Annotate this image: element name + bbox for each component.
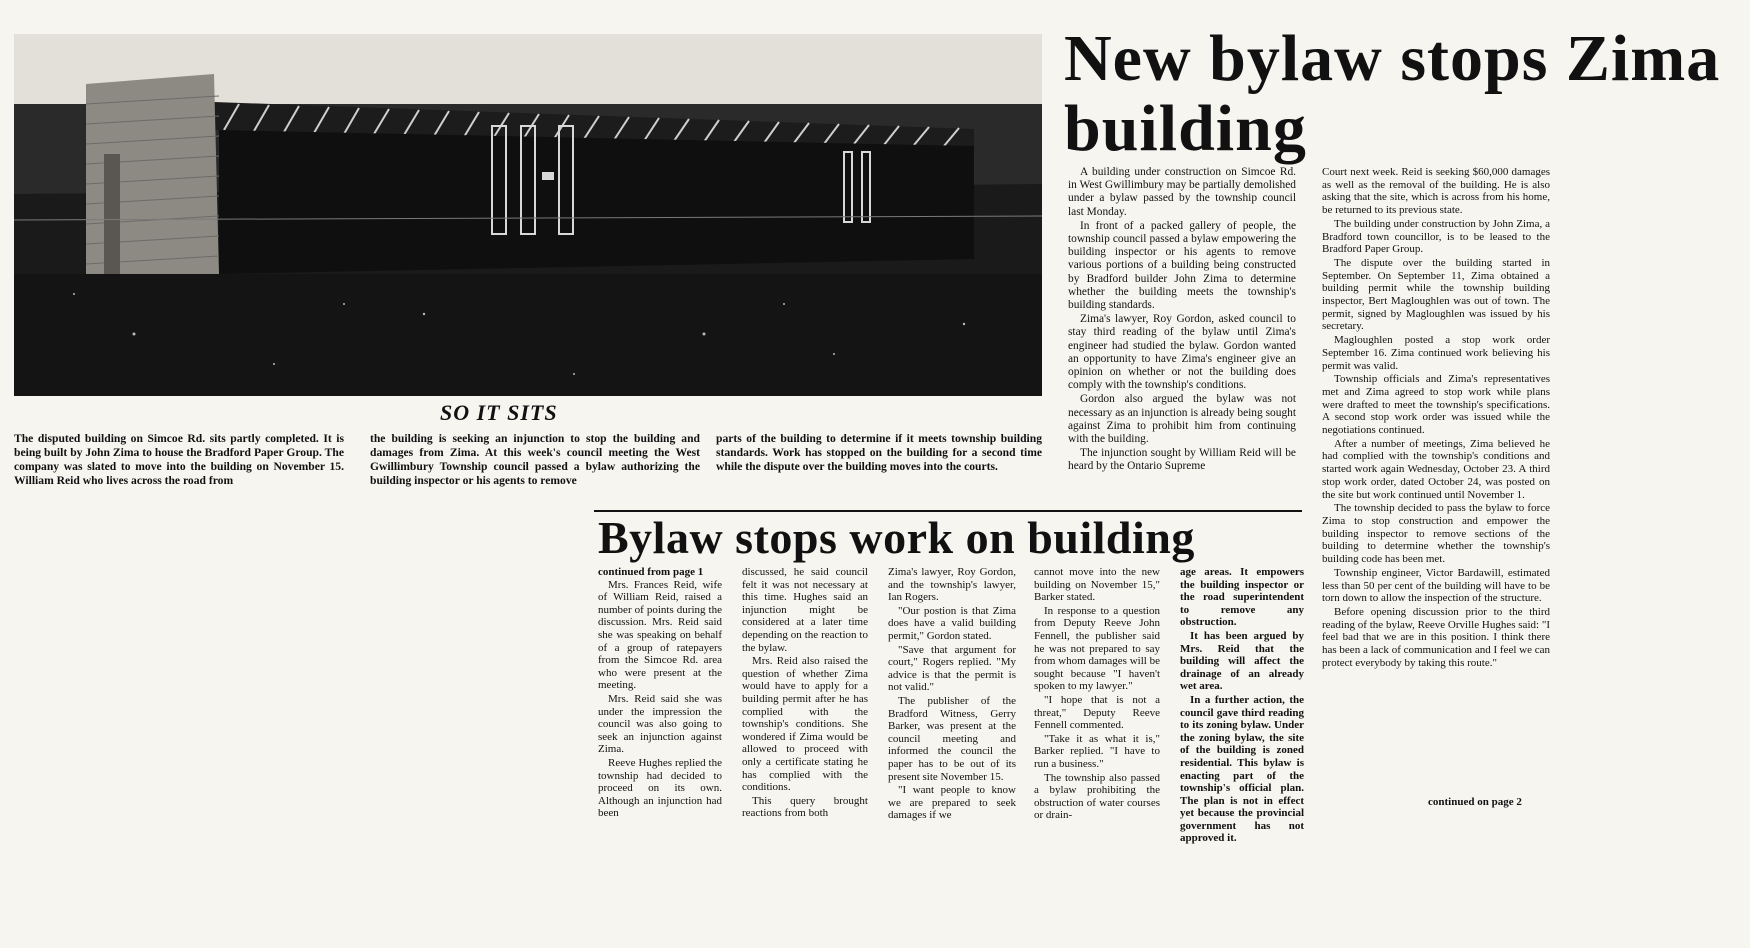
story1-col1-paragraph: Zima's lawyer, Roy Gordon, asked council to stay third reading of the bylaw until Zima's engineer had studied the bylaw. Gordon wanted an opportunity to have Zima's engineer give an opinion on whether or not the building does comply with the township's conditions. bbox=[1068, 313, 1296, 392]
photo-cutline-col-2: the building is seeking an injunction to stop the building and damages from Zima. At this week's council meeting the West Gwillimbury Township council passed a bylaw authorizing the building inspector or his agents to remove bbox=[370, 432, 700, 487]
story2-paragraph: This query brought reactions from both bbox=[742, 794, 868, 820]
story1-col2-paragraph: Township officials and Zima's representatives met and Zima agreed to stop work while plans were drafted to meet the township's specifications. A second stop work order was issued while the negotiations continued. bbox=[1322, 373, 1550, 437]
story2-column-2 bbox=[742, 566, 868, 821]
story2-paragraph: "Save that argument for court," Rogers replied. "My advice is that the permit is not valid." bbox=[888, 643, 1016, 694]
story1-col2-paragraph: Township engineer, Victor Bardawill, estimated less than 50 per cent of the building will have to be torn down to allow the inspection of the structure. bbox=[1322, 566, 1550, 605]
story1-jump-line: continued on page 2 bbox=[1428, 796, 1522, 808]
story1-col2-paragraph: Court next week. Reid is seeking $60,000 damages as well as the removal of the building. He is also asking that the site, which is across from his home, be returned to its previous state. bbox=[1322, 166, 1550, 217]
story1-col2-paragraph: The township decided to pass the bylaw to force Zima to stop construction and empower the building inspector to remove sections of the building to determine whether the township's building code has been met. bbox=[1322, 502, 1550, 566]
story2-paragraph: "Our postion is that Zima does have a valid building permit," Gordon stated. bbox=[888, 604, 1016, 642]
story2-paragraph: cannot move into the new building on November 15," Barker stated. bbox=[1034, 566, 1160, 604]
story2-paragraph: Mrs. Reid also raised the question of whether Zima would have to apply for a building permit after he has complied with the township's conditions. She wondered if Zima would be allowed to proceed with only a certificate stating he has complied with the conditions. bbox=[742, 655, 868, 794]
story2-paragraph: Mrs. Frances Reid, wife of William Reid, raised a number of points during the discussion. Mrs. Reid said she was speaking on behalf of a group of ratepayers from the Simcoe Rd. area who were present at the meeting. bbox=[598, 578, 722, 692]
story2-paragraph: Reeve Hughes replied the township had decided to proceed on its own. Although an injunction had been bbox=[598, 756, 722, 820]
story2-paragraph: In response to a question from Deputy Reeve John Fennell, the publisher said he was not prepared to say from whom damages will be sought because "I haven't spoken to my lawyer." bbox=[1034, 604, 1160, 693]
photo-cutline-col-1: The disputed building on Simcoe Rd. sits partly completed. It is being built by John Zima to house the Bradford Paper Group. The company was slated to move into the building on November 15. William Reid who lives across the road from bbox=[14, 432, 344, 487]
story1-column-2 bbox=[1322, 166, 1550, 670]
building-photo bbox=[14, 34, 1042, 396]
story2-headline: Bylaw stops work on building bbox=[598, 512, 1195, 563]
story2-paragraph: "Take it as what it is," Barker replied. "I have to run a business." bbox=[1034, 732, 1160, 770]
story2-paragraph: age areas. It empowers the building inspector or the road superintendent to remove any obstruction. bbox=[1180, 566, 1304, 629]
story2-paragraph: "I want people to know we are prepared to seek damages if we bbox=[888, 784, 1016, 822]
story2-continued-from: continued from page 1 bbox=[598, 566, 704, 578]
story2-paragraph: It has been argued by Mrs. Reid that the building will affect the drainage of an already wet area. bbox=[1180, 629, 1304, 693]
photo-cutline-col-3: parts of the building to determine if it meets township building standards. Work has stopped on the building for a second time while the dispute over the building moves into the courts. bbox=[716, 432, 1042, 473]
story1-col1-paragraph: A building under construction on Simcoe Rd. in West Gwillimbury may be partially demolished under a bylaw passed by the township council last Monday. bbox=[1068, 166, 1296, 218]
story1-col1-paragraph: In front of a packed gallery of people, the township council passed a bylaw empowering the building inspector or his agents to remove various portions of a building being constructed by Bradford builder John Zima to determine whether the building meets the township's building standards. bbox=[1068, 219, 1296, 312]
story1-col2-paragraph: After a number of meetings, Zima believed he had complied with the township's conditions and started work again Wednesday, October 23. A third stop work order, dated October 24, was posted on the site but work continued until November 1. bbox=[1322, 437, 1550, 501]
story2-paragraph: The township also passed a bylaw prohibiting the obstruction of water courses or drain- bbox=[1034, 771, 1160, 822]
story2-column-4 bbox=[1034, 566, 1160, 823]
story1-col2-paragraph: Before opening discussion prior to the third reading of the bylaw, Reeve Orville Hughes said: "I feel bad that we are in this position. I think there has been a lack of communication and I feel we can protect everybody by taking this route." bbox=[1322, 605, 1550, 669]
story1-col2-paragraph: Magloughlen posted a stop work order September 16. Zima continued work believing his permit was valid. bbox=[1322, 334, 1550, 372]
story2-paragraph: Mrs. Reid said she was under the impression the council was also going to seek an injunction against Zima. bbox=[598, 692, 722, 756]
story2-paragraph: discussed, he said council felt it was not necessary at this time. Hughes said an injunction might be considered at a later time depending on the reaction to the bylaw. bbox=[742, 566, 868, 654]
story2-paragraph: The publisher of the Bradford Witness, Gerry Barker, was present at the council meeting and informed the council the paper has to be out of its present site November 15. bbox=[888, 694, 1016, 783]
story2-column-5 bbox=[1180, 566, 1304, 846]
story1-col1-paragraph: Gordon also argued the bylaw was not necessary as an injunction is already being sought against Zima to prohibit him from continuing with the building. bbox=[1068, 393, 1296, 446]
story1-headline: New bylaw stops Zima building bbox=[1064, 22, 1721, 165]
story1-col2-paragraph: The building under construction by John Zima, a Bradford town councillor, is to be leased to the Bradford Paper Group. bbox=[1322, 217, 1550, 256]
story1-col1-paragraph: The injunction sought by William Reid will be heard by the Ontario Supreme bbox=[1068, 447, 1296, 473]
story2-paragraph: Zima's lawyer, Roy Gordon, and the township's lawyer, Ian Rogers. bbox=[888, 566, 1016, 604]
story2-paragraph: In a further action, the council gave third reading to its zoning bylaw. Under the zoning bylaw, the site of the building is zoned residential. This bylaw is enacting part of the township's official plan. The plan is not in effect yet because the provincial government has not approved it. bbox=[1180, 693, 1304, 845]
story2-column-3 bbox=[888, 566, 1016, 823]
building-photo-drawing bbox=[14, 34, 1042, 396]
photo-caption-title: SO IT SITS bbox=[440, 400, 558, 425]
story2-paragraph: "I hope that is not a threat," Deputy Reeve Fennell commented. bbox=[1034, 693, 1160, 732]
story2-column-1 bbox=[598, 566, 722, 821]
story1-column-1 bbox=[1068, 166, 1296, 475]
story1-col2-paragraph: The dispute over the building started in September. On September 11, Zima obtained a building permit while the township building inspector, Bert Magloughlen was out of town. The permit, signed by Magloughlen was issued by his secretary. bbox=[1322, 256, 1550, 333]
